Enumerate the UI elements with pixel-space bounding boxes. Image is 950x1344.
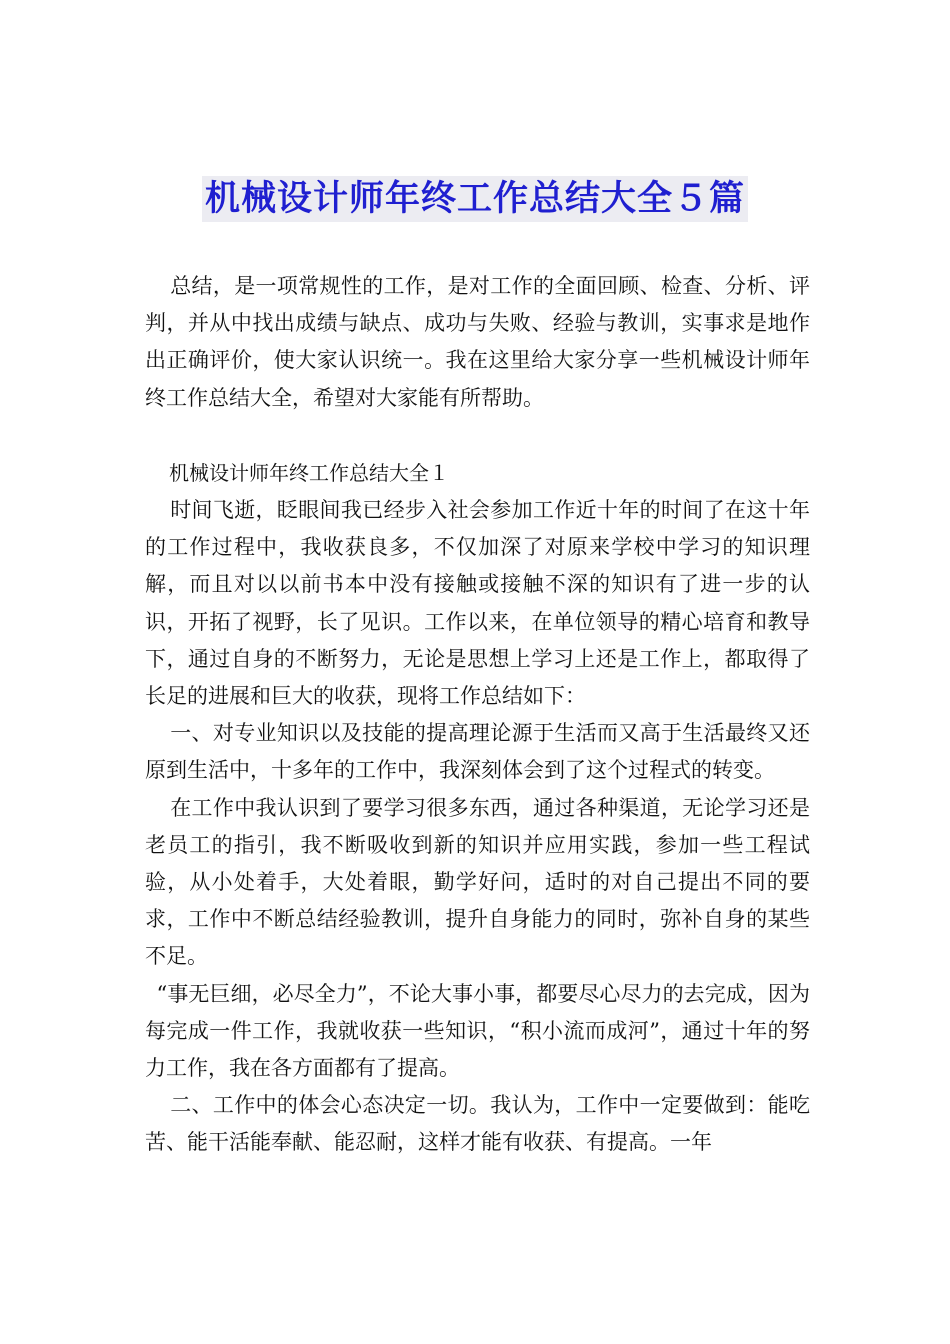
title-wrap <box>0 176 950 222</box>
section-heading-1: 机械设计师年终工作总结大全１ <box>169 460 449 485</box>
body-paragraph: 二、工作中的体会心态决定一切。我认为，工作中一定要做到：能吃苦、能干活能奉献、能忍耐，这样才能有收获、有提高。一年 <box>145 1093 810 1155</box>
body-paragraph: 在工作中我认识到了要学习很多东西，通过各种渠道，无论学习还是老员工的指引，我不断吸收到新的知识并应用实践，参加一些工程试验，从小处着手，大处着眼，勤学好问，适时的对自己提出不同的要求，工作中不断总结经验教训，提升自身能力的同时，弥补自身的某些不足。 <box>145 795 810 969</box>
document-title: 机械设计师年终工作总结大全５篇 <box>202 176 748 222</box>
body-paragraph: 一、对专业知识以及技能的提高理论源于生活而又高于生活最终又还原到生活中，十多年的工作中，我深刻体会到了这个过程式的转变。 <box>145 721 810 783</box>
body-paragraph: “事无巨细，必尽全力”，不论大事小事，都要尽心尽力的去完成，因为每完成一件工作，我就收获一些知识，“积小流而成河”，通过十年的努力工作，我在各方面都有了提高。 <box>145 981 810 1081</box>
document-body <box>145 268 810 1162</box>
body-paragraph: 时间飞逝，眨眼间我已经步入社会参加工作近十年的时间了在这十年的工作过程中，我收获良多，不仅加深了对原来学校中学习的知识理解，而且对以以前书本中没有接触或接触不深的知识有了进一步的认识，开拓了视野，长了见识。工作以来，在单位领导的精心培育和教导下，通过自身的不断努力，无论是思想上学习上还是工作上，都取得了长足的进展和巨大的收获，现将工作总结如下： <box>145 498 810 709</box>
intro-paragraph: 总结，是一项常规性的工作，是对工作的全面回顾、检查、分析、评判，并从中找出成绩与缺点、成功与失败、经验与教训，实事求是地作出正确评价，使大家认识统一。我在这里给大家分享一些机械设计师年终工作总结大全，希望对大家能有所帮助。 <box>145 274 810 410</box>
